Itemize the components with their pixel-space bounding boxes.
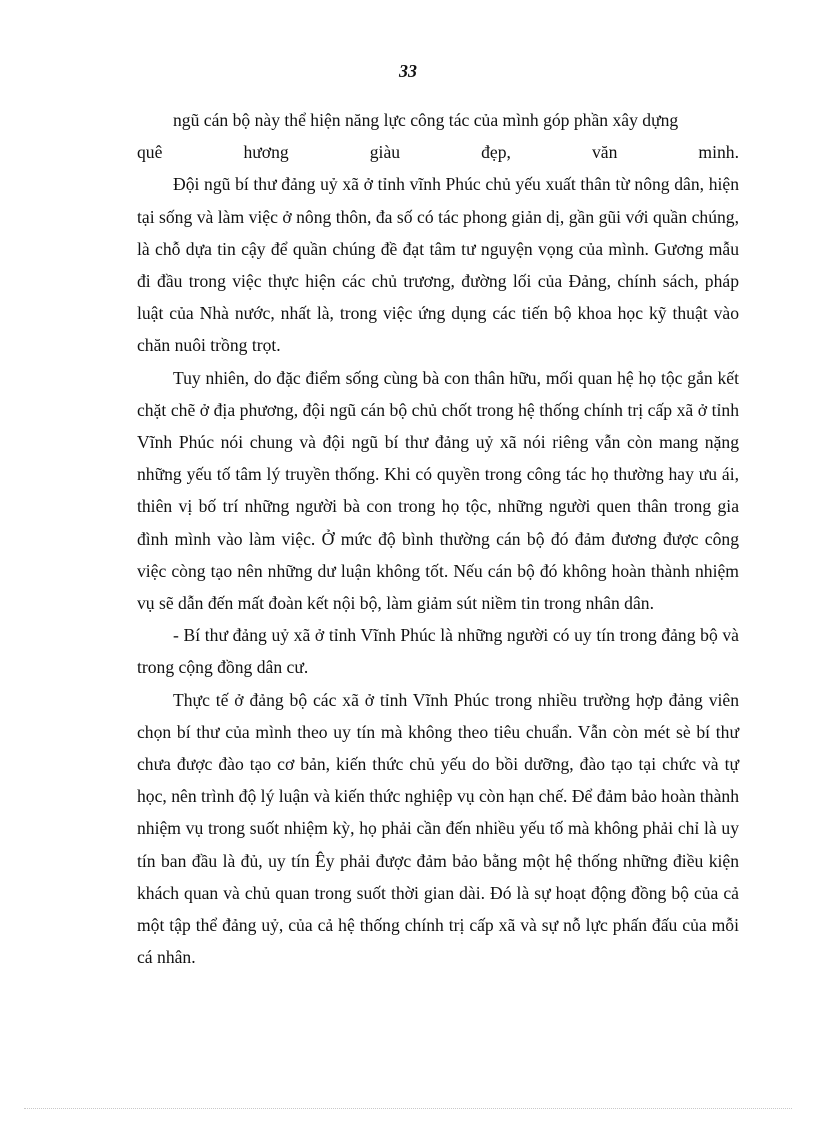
page-number: 33 [399, 61, 417, 81]
body-text [137, 104, 739, 973]
paragraph-reputation-point: - Bí thư đảng uỷ xã ở tỉnh Vĩnh Phúc là những người có uy tín trong đảng bộ và trong cộng đồng dân cư. [137, 625, 739, 678]
paragraph-limitations: Tuy nhiên, do đặc điểm sống cùng bà con thân hữu, mối quan hệ họ tộc gắn kết chặt chẽ ở địa phương, đội ngũ cán bộ chủ chốt trong hệ thống chính trị cấp xã ở tỉnh Vĩnh Phúc nói chung và đội ngũ bí thư đảng uỷ xã nói riêng vẫn còn mang nặng những yếu tố tâm lý truyền thống. Khi có quyền trong công tác họ thường hay ưu ái, thiên vị bố trí những người bà con trong họ tộc, những người quen thân trong gia đình mình vào làm việc. Ở mức độ bình thường cán bộ đó đảm đương được công việc còng tạo nên những dư luận không tốt. Nếu cán bộ đó không hoàn thành nhiệm vụ sẽ dẫn đến mất đoàn kết nội bộ, làm giảm sút niềm tin trong nhân dân. [137, 367, 739, 614]
page-bottom-divider [24, 1108, 792, 1109]
paragraph-continuation-line-2: quê hương giàu đẹp, văn minh. [137, 142, 739, 163]
paragraph-continuation-line-1: ngũ cán bộ này thể hiện năng lực công tác của mình góp phần xây dựng [173, 110, 679, 130]
paragraph-reality: Thực tế ở đảng bộ các xã ở tỉnh Vĩnh Phúc trong nhiều trường hợp đảng viên chọn bí thư của mình theo uy tín mà không theo tiêu chuẩn. Vẫn còn mét sè bí thư chưa được đào tạo cơ bản, kiến thức chủ yếu do bồi dưỡng, đào tạo tại chức và tự học, nên trình độ lý luận và kiến thức nghiệp vụ còn hạn chế. Để đảm bảo hoàn thành nhiệm vụ trong suốt nhiệm kỳ, họ phải cần đến nhiều yếu tố mà không phải chỉ là uy tín ban đầu là đủ, uy tín Êy phải được đảm bảo bằng một hệ thống những điều kiện khách quan và chủ quan trong suốt thời gian dài. Đó là sự hoạt động đồng bộ của cả một tập thể đảng uỷ, của cả hệ thống chính trị cấp xã và sự nỗ lực phấn đấu của mỗi cá nhân. [137, 689, 739, 968]
paragraph-cadre-background: Đội ngũ bí thư đảng uỷ xã ở tỉnh vĩnh Phúc chủ yếu xuất thân từ nông dân, hiện tại sống và làm việc ở nông thôn, đa số có tác phong giản dị, gần gũi với quần chúng, là chỗ dựa tin cậy để quần chúng đề đạt tâm tư nguyện vọng của mình. Gương mẫu đi đầu trong việc thực hiện các chủ trương, đường lối của Đảng, chính sách, pháp luật của Nhà nước, nhất là, trong việc ứng dụng các tiến bộ khoa học kỹ thuật vào chăn nuôi trồng trọt. [137, 174, 739, 356]
